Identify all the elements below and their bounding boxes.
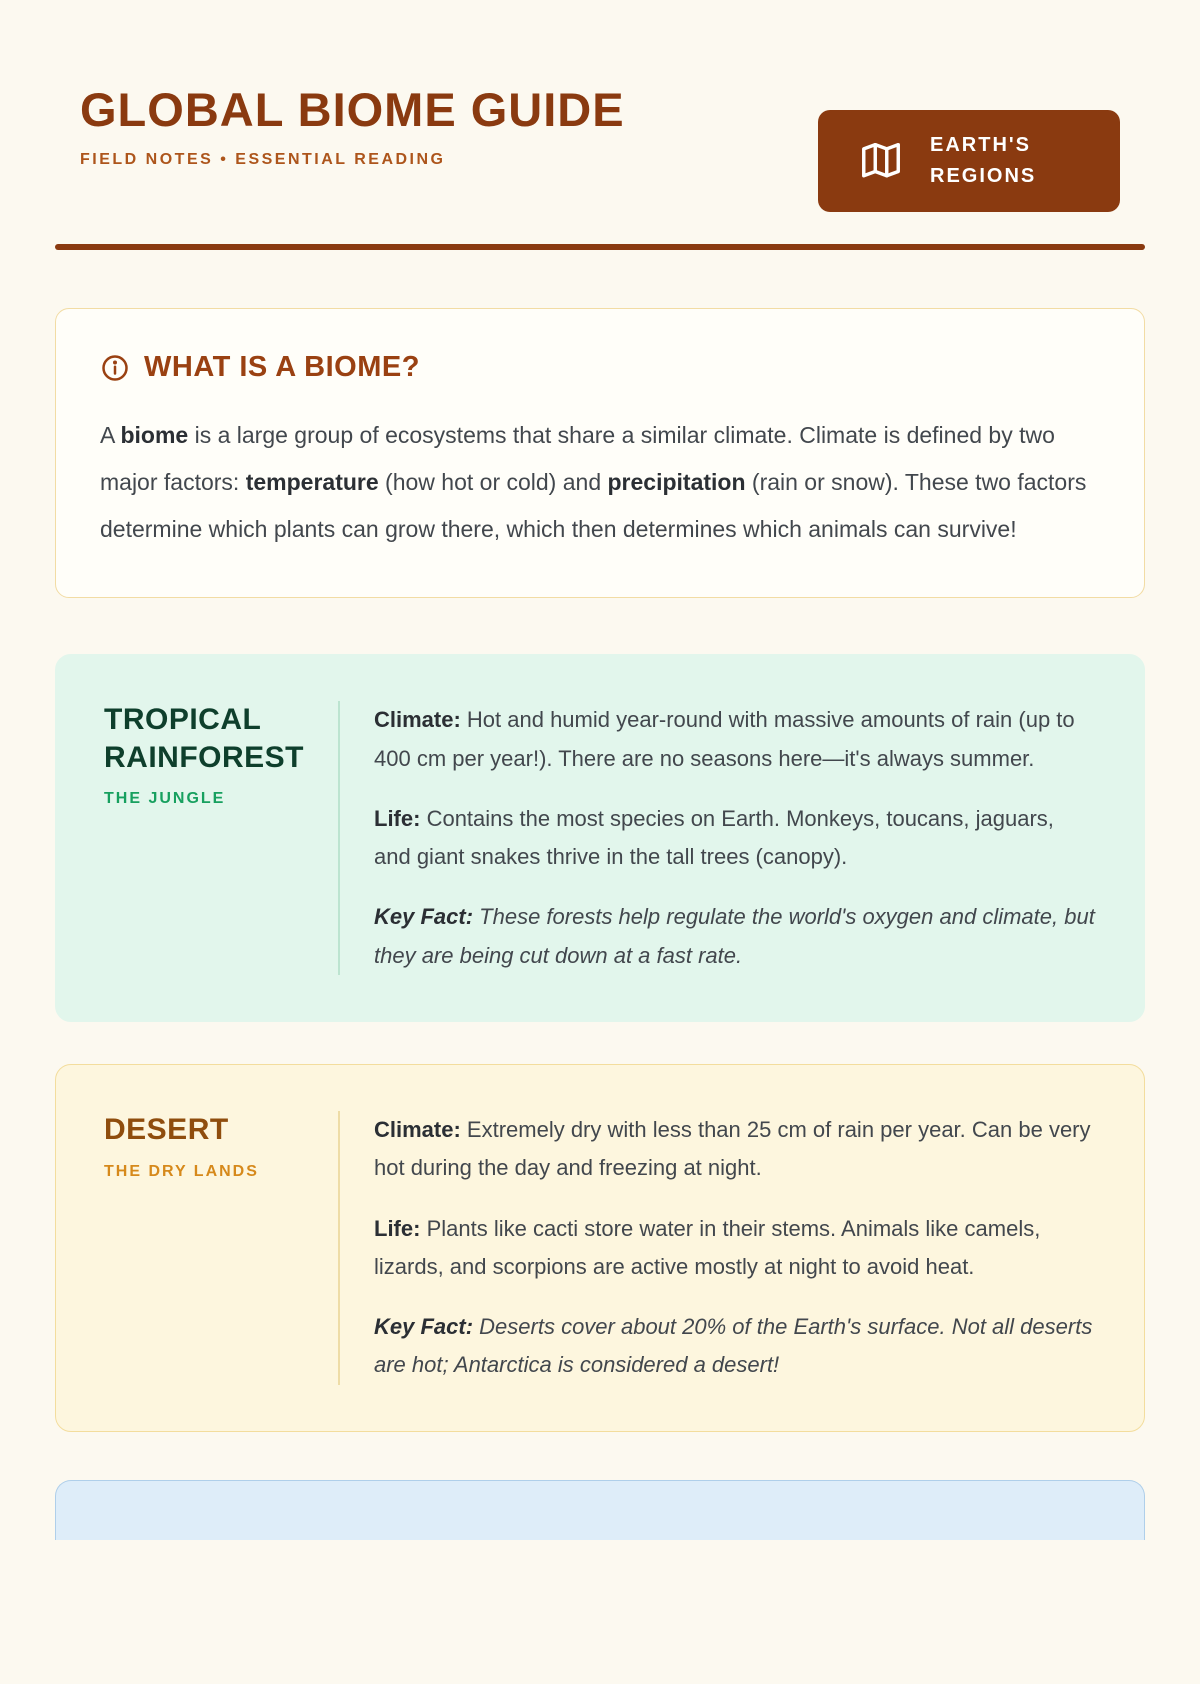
biome-details-column <box>374 701 1096 975</box>
life-label: Life: <box>374 1215 421 1241</box>
intro-text-part-bold: biome <box>120 422 189 448</box>
life-paragraph <box>374 1210 1096 1287</box>
intro-paragraph <box>100 412 1100 553</box>
intro-card <box>55 308 1145 598</box>
intro-text-part: A <box>100 422 121 448</box>
life-text: Plants like cacti store water in their stems. Animals like camels, lizards, and scorpions are active mostly at night to avoid heat. <box>374 1215 1041 1279</box>
info-icon <box>100 353 130 383</box>
climate-paragraph <box>374 1111 1096 1188</box>
life-label: Life: <box>374 805 421 831</box>
header-divider <box>55 244 1145 250</box>
intro-text-part: is a large group of ecosystems that share a similar climate. Climate is defined by two major factors: <box>100 422 1055 496</box>
life-paragraph <box>374 800 1096 877</box>
climate-text: Extremely dry with less than 25 cm of rain per year. Can be very hot during the day and freezing at night. <box>374 1117 1091 1181</box>
biome-card-tropical-rainforest <box>55 654 1145 1022</box>
key-fact-text: Deserts cover about 20% of the Earth's surface. Not all deserts are hot; Antarctica is considered a desert! <box>374 1314 1093 1378</box>
regions-badge-label: EARTH'S REGIONS <box>930 134 1037 187</box>
intro-heading <box>100 351 1100 384</box>
key-fact-label: Key Fact: <box>374 904 474 930</box>
climate-label: Climate: <box>374 707 461 733</box>
intro-heading-text: WHAT IS A BIOME? <box>144 351 420 383</box>
climate-label: Climate: <box>374 1117 461 1143</box>
biome-details-column <box>374 1111 1096 1385</box>
intro-text-part: (how hot or cold) and <box>378 469 608 496</box>
climate-text: Hot and humid year-round with massive amounts of rain (up to 400 cm per year!). There are no seasons here—it's always summer. <box>374 707 1075 771</box>
biome-tagline: THE JUNGLE <box>104 790 226 808</box>
vertical-divider <box>338 1111 340 1385</box>
intro-text-part-bold: precipitation <box>607 469 746 496</box>
climate-paragraph <box>374 701 1096 778</box>
biome-title-column <box>104 1111 316 1385</box>
regions-badge[interactable] <box>818 110 1120 212</box>
intro-text-part: (rain or snow). These two factors determine which plants can grow there, which then determines which animals can survive! <box>100 469 1087 543</box>
biome-name: TROPICAL RAINFOREST <box>104 703 304 774</box>
key-fact-paragraph <box>374 898 1096 975</box>
biome-tagline: THE DRY LANDS <box>104 1162 259 1180</box>
intro-text-part-bold: temperature <box>245 469 379 496</box>
biome-title-column <box>104 701 316 975</box>
page-header <box>55 84 1145 212</box>
map-icon <box>858 137 904 186</box>
key-fact-text: These forests help regulate the world's oxygen and climate, but they are being cut down at a fast rate. <box>374 904 1095 968</box>
page-title: GLOBAL BIOME GUIDE <box>80 83 625 136</box>
vertical-divider <box>338 701 340 975</box>
page-subtitle: FIELD NOTES • ESSENTIAL READING <box>80 150 446 168</box>
biome-name: DESERT <box>104 1113 229 1147</box>
biome-card-desert <box>55 1064 1145 1432</box>
life-text: Contains the most species on Earth. Monkeys, toucans, jaguars, and giant snakes thrive in the tall trees (canopy). <box>374 805 1054 870</box>
key-fact-label: Key Fact: <box>374 1314 474 1340</box>
title-block <box>80 84 625 169</box>
next-biome-card-partial <box>55 1480 1145 1540</box>
key-fact-paragraph <box>374 1308 1096 1385</box>
